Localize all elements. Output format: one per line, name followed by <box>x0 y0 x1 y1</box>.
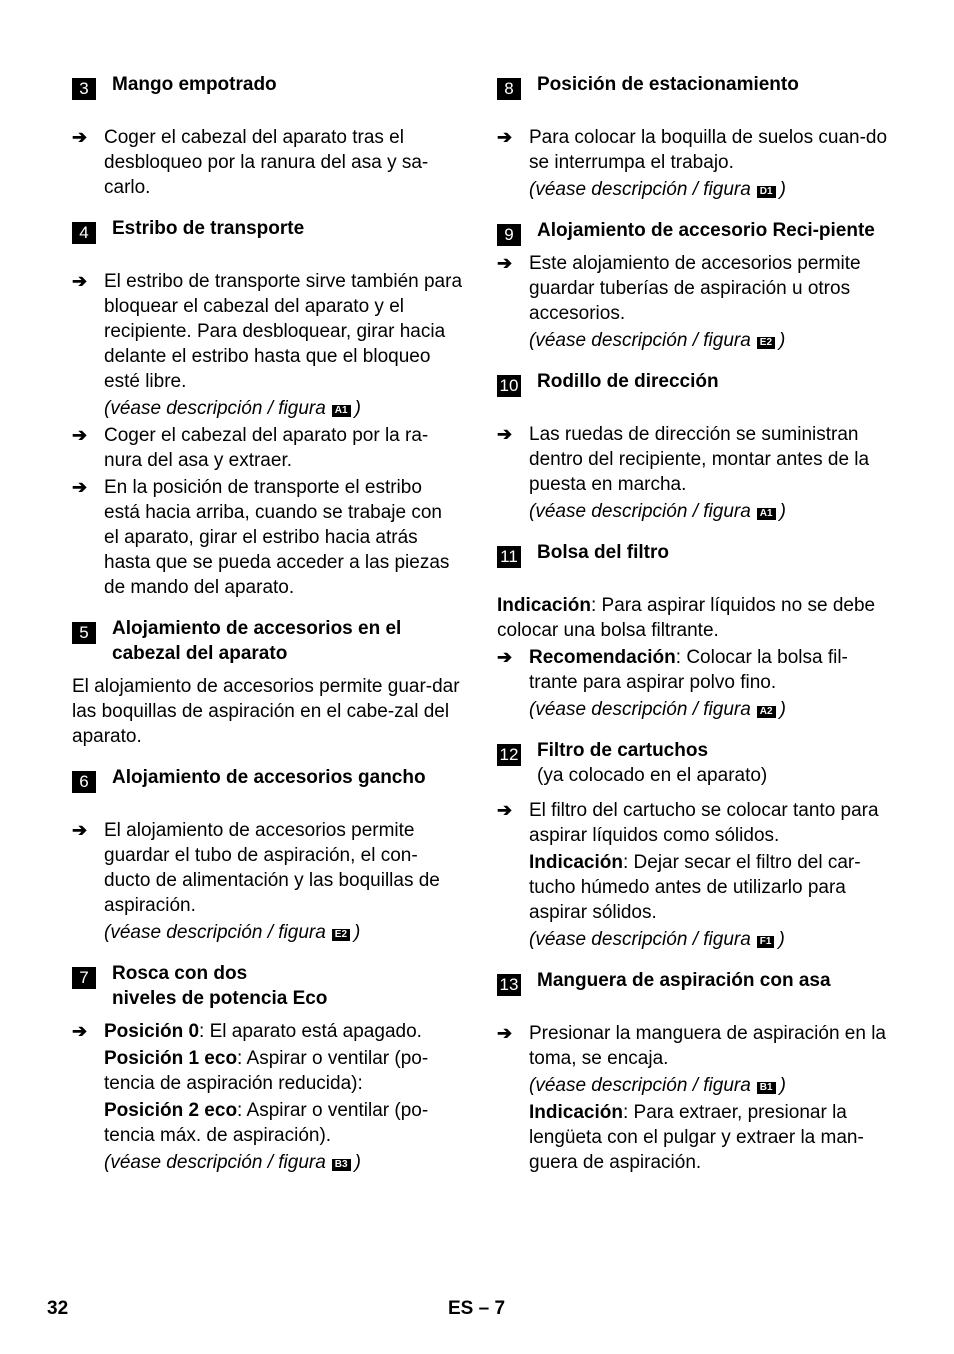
figure-reference: (véase descripción / figura A2 ) <box>529 699 786 720</box>
section-7 <box>72 961 462 1175</box>
section-heading <box>497 540 892 565</box>
arrow-icon: ➔ <box>497 800 513 820</box>
arrow-icon: ➔ <box>72 820 88 840</box>
section-8 <box>497 72 892 202</box>
bullet-item: ➔ Las ruedas de dirección se suministran dentro del recipiente, montar antes de la puesta en marcha. <box>497 424 870 495</box>
figure-icon: A2 <box>757 706 776 718</box>
bullet-item: ➔ Para colocar la boquilla de suelos cuan-do se interrumpa el trabajo. <box>497 127 888 173</box>
page-number: 32 <box>47 1298 69 1319</box>
section-heading <box>497 369 892 394</box>
bullet-item: ➔ Coger el cabezal del aparato tras el desbloqueo por la ranura del asa y sa-carlo. <box>72 127 429 198</box>
note: Indicación: Dejar secar el filtro del car-tucho húmedo antes de utilizarlo para aspirar sólidos. <box>529 852 861 923</box>
bullet-item: ➔ El filtro del cartucho se colocar tanto para aspirar líquidos como sólidos. <box>497 800 879 846</box>
section-title: Estribo de transporte <box>112 218 305 239</box>
section-number: 8 <box>497 78 521 100</box>
section-title: Alojamiento de accesorio Reci-piente <box>537 220 875 241</box>
section-number: 10 <box>497 375 521 397</box>
section-number: 5 <box>72 622 96 644</box>
section-4 <box>72 216 462 600</box>
section-title: Alojamiento de accesorios en el cabezal del aparato <box>112 618 402 664</box>
section-number: 13 <box>497 974 521 996</box>
section-title: Alojamiento de accesorios gancho <box>112 767 426 788</box>
section-number: 9 <box>497 224 521 246</box>
arrow-icon: ➔ <box>72 425 88 445</box>
section-heading <box>497 738 892 788</box>
section-page-label: ES – 7 <box>448 1298 506 1319</box>
section-number: 11 <box>497 546 521 568</box>
right-column <box>497 72 892 1185</box>
bullet-item: ➔ Presionar la manguera de aspiración en la toma, se encaja. <box>497 1023 886 1069</box>
figure-icon: A1 <box>332 405 351 417</box>
arrow-icon: ➔ <box>497 253 513 273</box>
section-heading <box>72 961 462 1011</box>
note: Indicación: Para extraer, presionar la lengüeta con el pulgar y extraer la man-guera de aspiración. <box>529 1102 864 1173</box>
section-11 <box>497 540 892 722</box>
arrow-icon: ➔ <box>72 1021 88 1041</box>
section-number: 12 <box>497 744 521 766</box>
arrow-icon: ➔ <box>72 477 88 497</box>
section-3 <box>72 72 462 200</box>
section-number: 3 <box>72 78 96 100</box>
section-heading <box>72 72 462 97</box>
figure-icon: A1 <box>757 508 776 520</box>
paragraph: Posición 2 eco: Aspirar o ventilar (po-tencia máx. de aspiración). <box>104 1100 429 1146</box>
section-6 <box>72 765 462 945</box>
bullet-item: ➔ Coger el cabezal del aparato por la ra-nura del asa y extraer. <box>72 425 429 471</box>
arrow-icon: ➔ <box>72 271 88 291</box>
arrow-icon: ➔ <box>72 127 88 147</box>
arrow-icon: ➔ <box>497 127 513 147</box>
figure-icon: E2 <box>332 929 350 941</box>
figure-reference: (véase descripción / figura A1 ) <box>104 398 361 419</box>
section-number: 7 <box>72 967 96 989</box>
section-title: Manguera de aspiración con asa <box>537 970 831 991</box>
figure-reference: (véase descripción / figura E2 ) <box>529 330 786 351</box>
section-subtitle: (ya colocado en el aparato) <box>537 765 768 786</box>
arrow-icon: ➔ <box>497 1023 513 1043</box>
section-number: 6 <box>72 771 96 793</box>
note: Indicación: Para aspirar líquidos no se debe colocar una bolsa filtrante. <box>497 595 876 641</box>
bullet-item: ➔ Este alojamiento de accesorios permite guardar tuberías de aspiración u otros accesorios. <box>497 253 861 324</box>
section-title-line2: niveles de potencia Eco <box>112 988 328 1009</box>
section-title: Filtro de cartuchos <box>537 740 709 761</box>
section-heading <box>72 616 462 666</box>
paragraph: El alojamiento de accesorios permite guar-dar las boquillas de aspiración en el cabe-zal del aparato. <box>72 676 460 747</box>
section-heading <box>497 968 892 993</box>
section-title: Posición de estacionamiento <box>537 74 799 95</box>
figure-reference: (véase descripción / figura B3 ) <box>104 1152 361 1173</box>
section-title: Mango empotrado <box>112 74 277 95</box>
section-heading <box>72 765 462 790</box>
section-10 <box>497 369 892 524</box>
figure-reference: (véase descripción / figura D1 ) <box>529 179 786 200</box>
section-heading <box>72 216 462 241</box>
section-12 <box>497 738 892 952</box>
arrow-icon: ➔ <box>497 424 513 444</box>
section-title: Bolsa del filtro <box>537 542 669 563</box>
figure-reference: (véase descripción / figura F1 ) <box>529 929 785 950</box>
bullet-item: ➔ El alojamiento de accesorios permite guardar el tubo de aspiración, el con-ducto de alimentación y las boquillas de aspiración. <box>72 820 440 916</box>
figure-icon: F1 <box>757 936 775 948</box>
bullet-item: ➔ El estribo de transporte sirve también para bloquear el cabezal del aparato y el recipiente. Para desbloquear, girar hacia delante el estribo hasta que el bloqueo esté libre. <box>72 271 463 392</box>
section-9 <box>497 218 892 353</box>
bullet-item: ➔ En la posición de transporte el estribo está hacia arriba, cuando se trabaje con el aparato, girar el estribo hacia atrás hasta que se pueda acceder a las piezas de mando del aparato. <box>72 477 450 598</box>
left-column <box>72 72 462 1185</box>
bullet-item: ➔ Recomendación: Colocar la bolsa fil-trante para aspirar polvo fino. <box>497 647 848 693</box>
figure-reference: (véase descripción / figura E2 ) <box>104 922 361 943</box>
section-number: 4 <box>72 222 96 244</box>
section-heading <box>497 72 892 97</box>
figure-icon: E2 <box>757 337 775 349</box>
paragraph: Posición 1 eco: Aspirar o ventilar (po-tencia de aspiración reducida): <box>104 1048 429 1094</box>
section-5 <box>72 616 462 749</box>
figure-reference: (véase descripción / figura A1 ) <box>529 501 786 522</box>
section-heading <box>497 218 892 243</box>
bullet-item: ➔ Posición 0: El aparato está apagado. <box>72 1021 422 1042</box>
section-13 <box>497 968 892 1175</box>
figure-icon: B3 <box>332 1159 351 1171</box>
figure-icon: D1 <box>757 186 776 198</box>
section-title: Rosca con dos <box>112 963 248 984</box>
arrow-icon: ➔ <box>497 647 513 667</box>
figure-icon: B1 <box>757 1082 776 1094</box>
figure-reference: (véase descripción / figura B1 ) <box>529 1075 786 1096</box>
section-title: Rodillo de dirección <box>537 371 719 392</box>
